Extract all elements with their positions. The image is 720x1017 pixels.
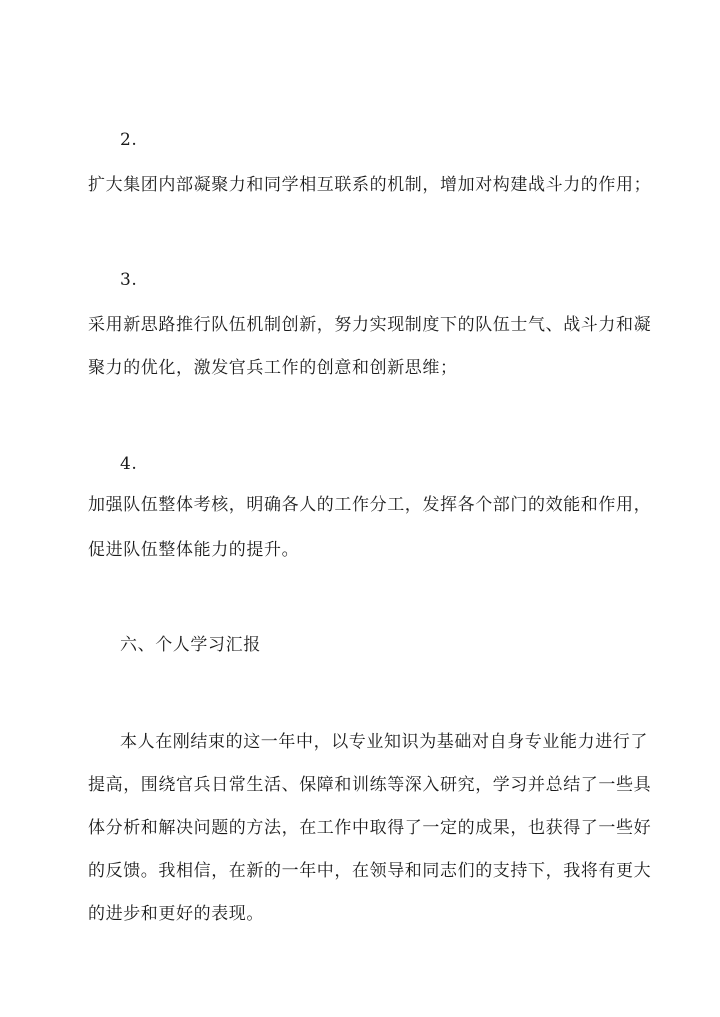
item-number: 2.: [120, 130, 138, 150]
item-text-line: 聚力的优化，激发官兵工作的创意和创新思维；: [88, 358, 458, 378]
item-number: 3.: [120, 270, 138, 290]
item-text-line: 加强队伍整体考核，明确各人的工作分工，发挥各个部门的效能和作用，: [88, 495, 652, 515]
paragraph-line: 的进步和更好的表现。: [88, 904, 264, 924]
paragraph-line: 提高，围绕官兵日常生活、保障和训练等深入研究，学习并总结了一些具: [88, 775, 652, 795]
item-text-line: 扩大集团内部凝聚力和同学相互联系的机制，增加对构建战斗力的作用；: [88, 175, 652, 195]
paragraph-line: 体分析和解决问题的方法，在工作中取得了一定的成果，也获得了一些好: [88, 818, 652, 838]
section-heading: 六、个人学习汇报: [120, 635, 261, 655]
paragraph-line: 的反馈。我相信，在新的一年中，在领导和同志们的支持下，我将有更大: [88, 861, 652, 881]
paragraph-line: 本人在刚结束的这一年中，以专业知识为基础对自身专业能力进行了: [120, 732, 648, 752]
item-text-line: 采用新思路推行队伍机制创新，努力实现制度下的队伍士气、战斗力和凝: [88, 315, 652, 335]
item-number: 4.: [120, 454, 138, 474]
item-text-line: 促进队伍整体能力的提升。: [88, 540, 300, 560]
